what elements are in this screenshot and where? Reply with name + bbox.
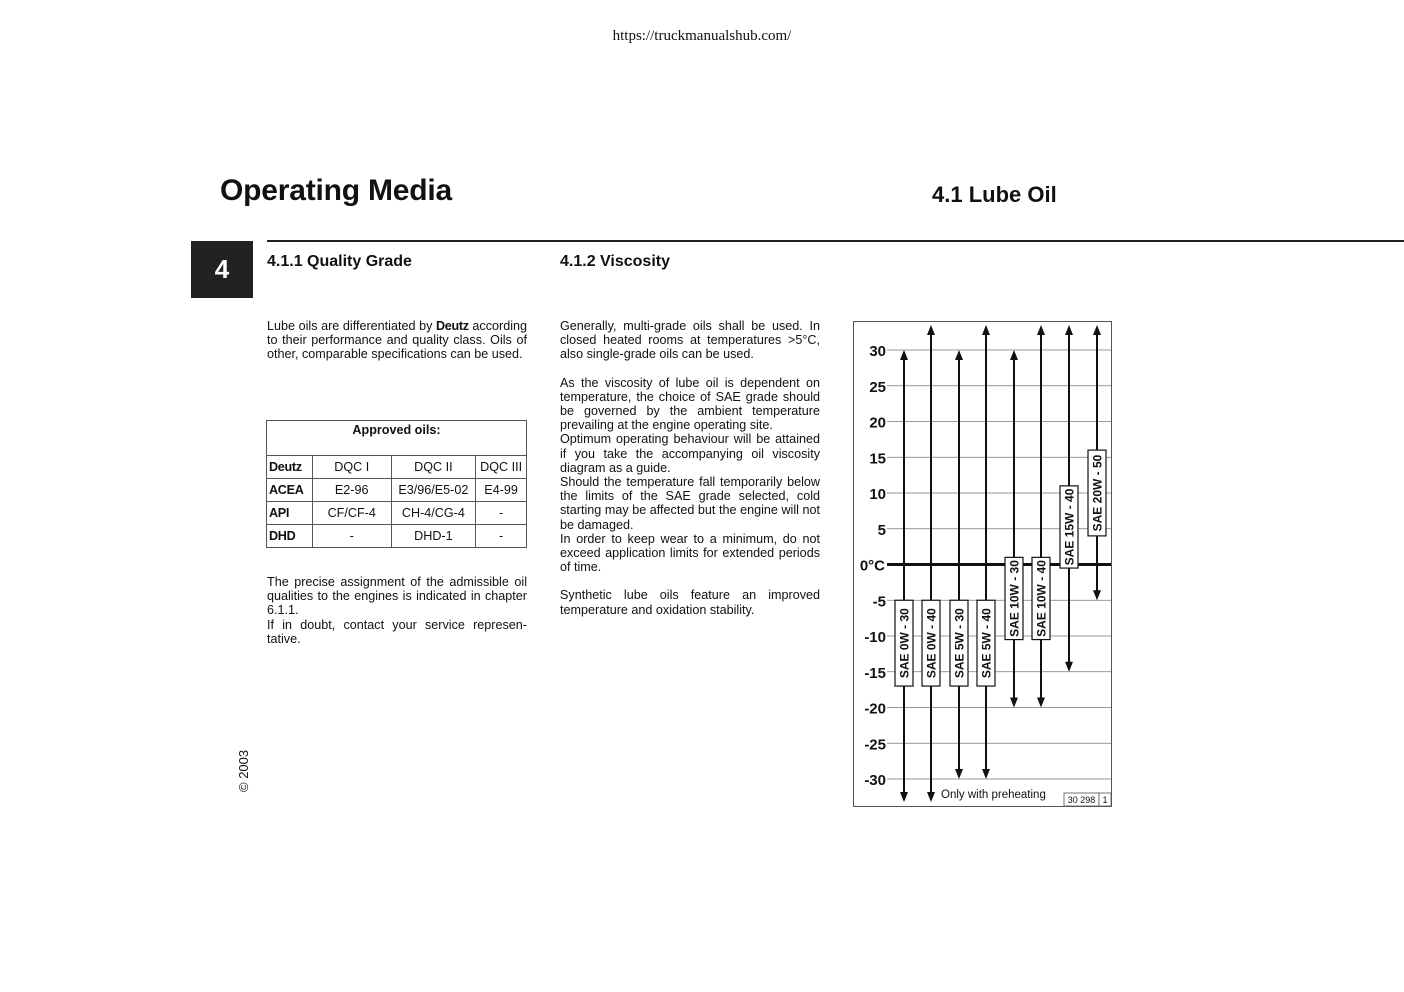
table-cell: E2-96	[312, 479, 391, 502]
table-cell: CF/CF-4	[312, 502, 391, 525]
tick-label: -25	[864, 736, 886, 754]
doubt-text: If in doubt, contact your service represen-tative.	[267, 617, 527, 646]
grade-label: SAE 10W - 40	[1034, 560, 1049, 637]
grade-label: SAE 5W - 40	[979, 608, 994, 679]
viscosity-chart	[853, 321, 1112, 807]
source-url: https://truckmanualshub.com/	[612, 28, 792, 44]
table-row	[267, 525, 527, 548]
tick-label: 0°C	[859, 557, 885, 575]
tick-label: -10	[864, 629, 886, 646]
table-row	[267, 502, 527, 525]
tick-label: 5	[877, 521, 886, 539]
tick-label: -15	[864, 664, 886, 682]
assignment-text: The precise assignment of the admissible oil qualities to the engines is indicated in chapter 6.1.1.	[267, 575, 527, 618]
tick-label: -30	[864, 772, 886, 789]
quality-grade-heading: 4.1.1 Quality Grade	[267, 253, 412, 270]
viscosity-p2: As the viscosity of lube oil is dependent on temperature, the choice of SAE grade should be governed by the ambient temperature prevailing at the engine operating site.	[560, 375, 820, 433]
table-cell: -	[476, 502, 527, 525]
tick-label: 20	[869, 414, 886, 432]
approved-oils-title: Approved oils:	[267, 421, 527, 456]
figure-id: 30 298	[1067, 795, 1096, 805]
grade-label: SAE 0W - 30	[897, 608, 912, 679]
grade-label: SAE 10W - 30	[1007, 560, 1022, 637]
figure-num: 1	[1102, 795, 1108, 805]
row-label: API	[267, 502, 313, 525]
row-label: ACEA	[267, 479, 313, 502]
section-title: 4.1 Lube Oil	[932, 182, 1057, 207]
viscosity-text	[560, 319, 820, 617]
grade-label: SAE 5W - 30	[952, 608, 967, 679]
row-label: DHD	[267, 525, 313, 548]
chapter-tab	[191, 241, 253, 298]
deutz-brand: Deutz	[436, 319, 469, 333]
viscosity-p3: Optimum operating behaviour will be attained if you take the accompanying oil viscosity diagram as a guide.	[560, 432, 820, 475]
header-rule	[267, 240, 1404, 242]
tick-label: 10	[869, 486, 886, 503]
intro-text-after: according to their performance and quality class. Oils of other, comparable specifications can be used.	[267, 319, 528, 362]
table-row	[267, 456, 527, 479]
table-cell: E3/96/E5-02	[391, 479, 476, 502]
viscosity-chart-svg	[853, 321, 1112, 807]
table-cell: -	[312, 525, 391, 548]
chapter-number: 4	[214, 254, 230, 284]
table-cell: DQC III	[476, 456, 527, 479]
grade-label: SAE 20W - 50	[1090, 454, 1105, 532]
viscosity-p1: Generally, multi-grade oils shall be used. In closed heated rooms at temperatures >5°C, also single-grade oils can be used.	[560, 319, 820, 362]
table-cell: CH-4/CG-4	[391, 502, 476, 525]
grade-label: SAE 0W - 40	[924, 608, 939, 679]
table-row	[267, 479, 527, 502]
quality-intro	[267, 319, 527, 362]
intro-text-before: Lube oils are differentiated by	[267, 319, 436, 333]
grade-label: SAE 15W - 40	[1062, 488, 1077, 566]
table-cell: -	[476, 525, 527, 548]
page-title: Operating Media	[220, 174, 453, 207]
row-label: Deutz	[267, 456, 313, 479]
viscosity-p4: Should the temperature fall temporarily below the limits of the SAE grade selected, cold starting may be affected but the engine will not be damaged.	[560, 475, 820, 532]
quality-notes	[267, 575, 527, 646]
tick-label: -20	[864, 700, 886, 718]
tick-label: -5	[872, 593, 886, 611]
table-cell: DQC II	[391, 456, 476, 479]
tick-label: 30	[869, 343, 886, 360]
table-cell: DHD-1	[391, 525, 476, 548]
viscosity-p5: In order to keep wear to a minimum, do not exceed application limits for extended periods of time.	[560, 531, 820, 575]
chart-footnote: Only with preheating	[941, 789, 1046, 801]
approved-oils-table	[266, 420, 527, 548]
viscosity-heading: 4.1.2 Viscosity	[560, 253, 670, 270]
viscosity-p6: Synthetic lube oils feature an improved temperature and oxidation stability.	[560, 588, 820, 617]
tick-label: 15	[869, 450, 886, 468]
tick-label: 25	[869, 378, 886, 396]
table-cell: E4-99	[476, 479, 527, 502]
table-cell: DQC I	[312, 456, 391, 479]
